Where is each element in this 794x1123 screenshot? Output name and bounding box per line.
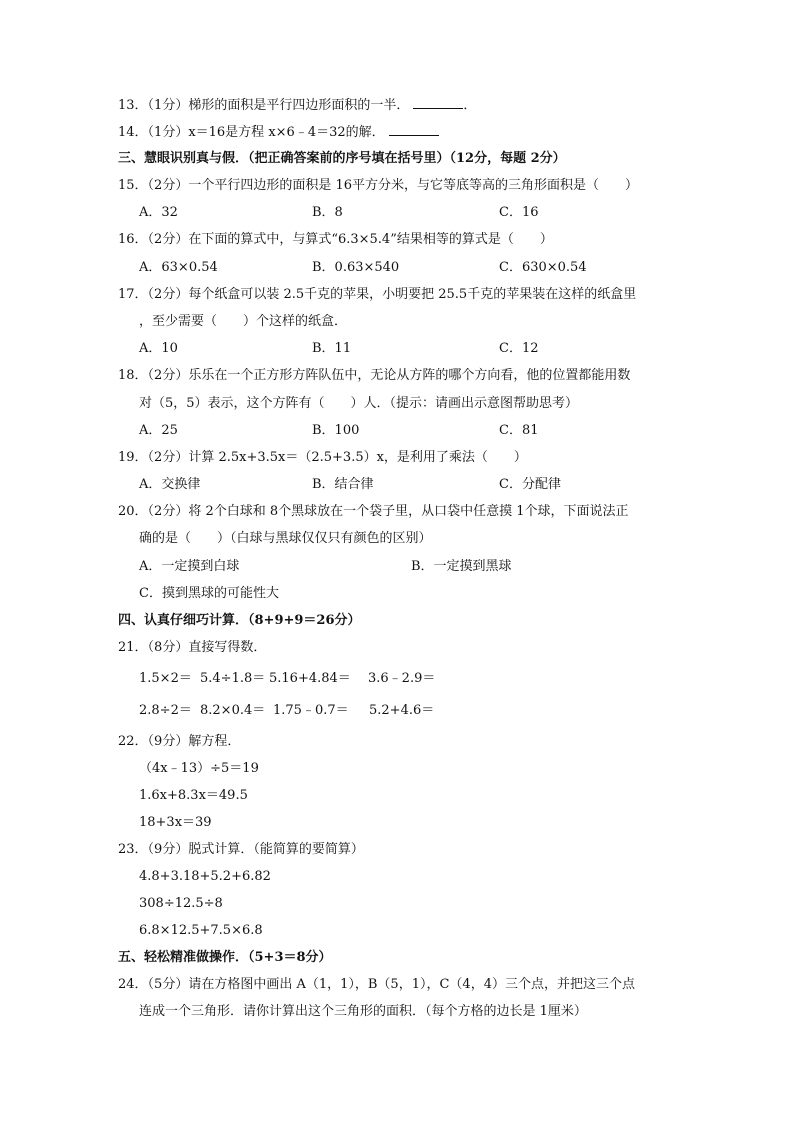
question-13 bbox=[118, 96, 476, 115]
expression-23-3: 6.8×12.5+7.5×6.8 bbox=[139, 923, 263, 938]
option-18-a: A．25 bbox=[139, 423, 178, 438]
calc-21-2: 5.4÷1.8＝ bbox=[200, 671, 266, 686]
equation-22-3: 18+3x＝39 bbox=[139, 815, 212, 830]
option-20-b: B．一定摸到黑球 bbox=[411, 559, 512, 574]
option-16-c: C．630×0.54 bbox=[499, 260, 587, 275]
option-18-c: C．81 bbox=[499, 423, 539, 438]
option-17-b: B．11 bbox=[312, 341, 352, 356]
question-19: 19．（2分）计算 2.5x+3.5x＝（2.5+3.5）x，是利用了乘法（ ） bbox=[118, 450, 527, 465]
question-20-line-2: 确的是（ ）（白球与黑球仅仅只有颜色的区别） bbox=[139, 531, 432, 546]
question-14 bbox=[118, 123, 439, 142]
question-17-line-1: 17．（2分）每个纸盒可以装 2.5千克的苹果，小明要把 25.5千克的苹果装在这样的纸盒里 bbox=[118, 287, 637, 302]
option-15-a: A．32 bbox=[139, 205, 178, 220]
answer-blank-14[interactable] bbox=[389, 123, 439, 136]
section-4-heading: 四、认真仔细巧计算．（8+9+9＝26分） bbox=[118, 613, 361, 628]
option-19-a: A．交换律 bbox=[139, 477, 201, 492]
question-13-period: ． bbox=[463, 98, 477, 113]
answer-blank-13[interactable] bbox=[413, 96, 463, 109]
question-22: 22．（9分）解方程． bbox=[118, 734, 241, 749]
expression-23-2: 308÷12.5÷8 bbox=[139, 896, 223, 911]
equation-22-1: （4x﹣13）÷5＝19 bbox=[139, 761, 259, 776]
question-14-text: 14．（1分）x＝16是方程 x×6﹣4＝32的解． bbox=[118, 125, 385, 140]
option-19-c: C．分配律 bbox=[499, 477, 561, 492]
calc-21-3: 5.16+4.84＝ bbox=[269, 671, 351, 686]
question-18-line-2: 对（5，5）表示，这个方阵有（ ）人．（提示：请画出示意图帮助思考） bbox=[139, 396, 579, 411]
option-20-c: C．摸到黑球的可能性大 bbox=[139, 586, 279, 601]
option-20-a: A．一定摸到白球 bbox=[139, 559, 240, 574]
question-13-text: 13．（1分）梯形的面积是平行四边形面积的一半． bbox=[118, 98, 410, 113]
section-3-heading: 三、慧眼识别真与假．（把正确答案前的序号填在括号里）（12分，每题 2分） bbox=[118, 151, 566, 166]
section-5-heading: 五、轻松精准做操作．（5+3＝8分） bbox=[118, 950, 332, 965]
option-15-c: C．16 bbox=[499, 205, 539, 220]
equation-22-2: 1.6x+8.3x＝49.5 bbox=[139, 788, 248, 803]
option-19-b: B．结合律 bbox=[312, 477, 374, 492]
question-21: 21．（8分）直接写得数． bbox=[118, 640, 267, 655]
option-16-a: A．63×0.54 bbox=[139, 260, 218, 275]
option-17-a: A．10 bbox=[139, 341, 178, 356]
calc-21-7: 1.75﹣0.7＝ bbox=[273, 703, 349, 718]
question-15: 15．（2分）一个平行四边形的面积是 16平方分米，与它等底等高的三角形面积是（ ） bbox=[118, 178, 638, 193]
calc-21-5: 2.8÷2＝ bbox=[139, 703, 192, 718]
question-17-line-2: ，至少需要（ ）个这样的纸盒． bbox=[139, 314, 348, 329]
question-24-line-2: 连成一个三角形．请你计算出这个三角形的面积．（每个方格的边长是 1厘米） bbox=[139, 1004, 587, 1019]
question-24-line-1: 24．（5分）请在方格图中画出 A（1，1），B（5，1），C（4，4）三个点，并把这三个点 bbox=[118, 977, 635, 992]
calc-21-8: 5.2+4.6＝ bbox=[369, 703, 435, 718]
calc-21-1: 1.5×2＝ bbox=[139, 671, 192, 686]
option-17-c: C．12 bbox=[499, 341, 539, 356]
calc-21-4: 3.6﹣2.9＝ bbox=[368, 671, 436, 686]
question-18-line-1: 18．（2分）乐乐在一个正方形方阵队伍中，无论从方阵的哪个方向看，他的位置都能用数 bbox=[118, 368, 631, 383]
calc-21-6: 8.2×0.4＝ bbox=[200, 703, 266, 718]
option-18-b: B．100 bbox=[312, 423, 360, 438]
question-23: 23．（9分）脱式计算．（能简算的要简算） bbox=[118, 842, 364, 857]
expression-23-1: 4.8+3.18+5.2+6.82 bbox=[139, 869, 271, 884]
option-16-b: B．0.63×540 bbox=[312, 260, 400, 275]
question-20-line-1: 20．（2分）将 2个白球和 8个黑球放在一个袋子里，从口袋中任意摸 1个球，下面说法正 bbox=[118, 504, 629, 519]
question-16: 16．（2分）在下面的算式中，与算式“6.3×5.4”结果相等的算式是（ ） bbox=[118, 232, 553, 247]
option-15-b: B．8 bbox=[312, 205, 343, 220]
